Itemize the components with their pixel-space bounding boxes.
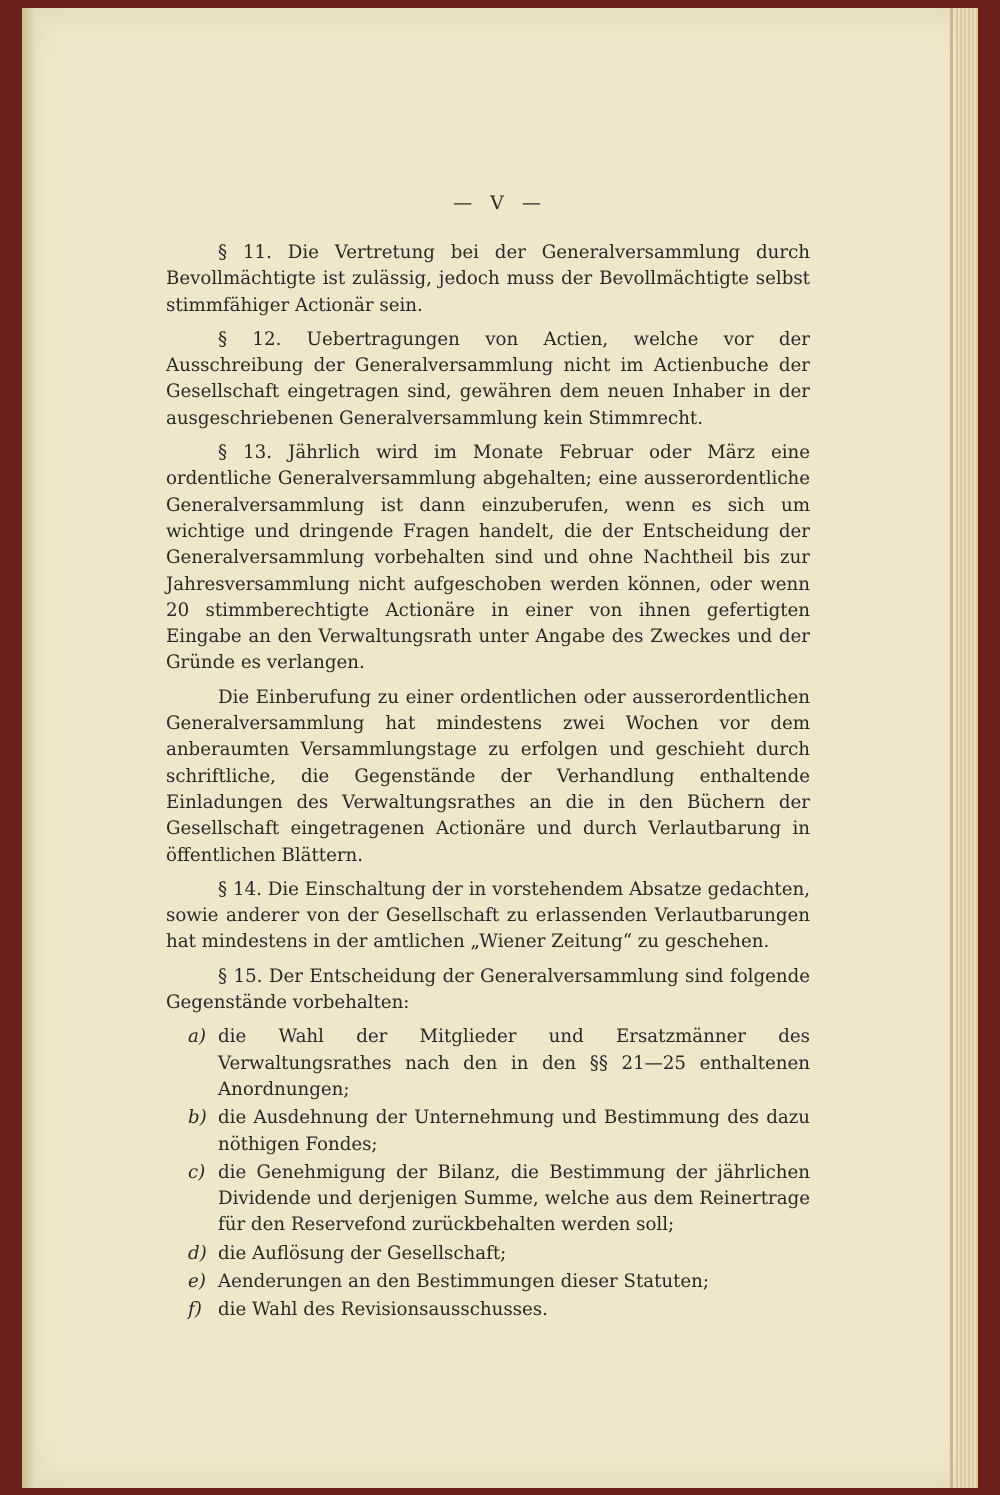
page-fold-line: [950, 8, 953, 1488]
reserved-matters-list: [166, 1024, 810, 1323]
list-item-text: Aenderungen an den Bestimmungen dieser Statuten;: [218, 1270, 710, 1292]
list-marker: f): [188, 1299, 202, 1321]
list-item: [166, 1160, 810, 1239]
list-item: [166, 1269, 810, 1295]
list-marker: d): [188, 1242, 207, 1264]
list-marker: c): [188, 1161, 206, 1183]
list-item-text: die Wahl des Revisionsausschusses.: [218, 1299, 548, 1321]
page-edge: [956, 8, 978, 1488]
list-item-text: die Genehmigung der Bilanz, die Bestimmung der jährlichen Dividende und derjenigen Summe, welche aus dem Reinertrage für den Reservefond zurückbehalten werden soll;: [218, 1161, 810, 1236]
list-item-text: die Auflösung der Gesellschaft;: [218, 1242, 507, 1264]
list-item: [166, 1024, 810, 1103]
paragraph-14: § 14. Die Einschaltung der in vorstehendem Absatze gedachten, sowie anderer von der Gesellschaft zu erlassenden Verlautbarungen hat mindestens in der amtlichen „Wiener Zeitung“ zu geschehen.: [166, 878, 810, 953]
list-item: [166, 1241, 810, 1267]
paragraph-13-convocation: Die Einberufung zu einer ordentlichen oder ausserordentlichen Generalversammlung hat mindestens zwei Wochen vor dem anberaumten Versammlungstage zu erfolgen und geschieht durch schriftliche, die Gegenstände der Verhandlung enthaltende Einladungen des Verwaltungsrathes an die in den Büchern der Gesellschaft eingetragenen Actionäre und durch Verlautbarung in öffentlichen Blättern.: [166, 686, 810, 866]
list-marker: a): [188, 1026, 206, 1048]
list-item: [166, 1297, 810, 1323]
statute-text: [166, 240, 810, 1326]
paragraph-12: § 12. Uebertragungen von Actien, welche vor der Ausschreibung der Generalversammlung nicht im Actienbuche der Gesellschaft eingetragen sind, gewähren dem neuen Inhaber in der ausgeschriebenen Generalversammlung kein Stimmrecht.: [166, 328, 810, 429]
list-item-text: die Ausdehnung der Unternehmung und Bestimmung des dazu nöthigen Fondes;: [218, 1107, 810, 1155]
list-item-text: die Wahl der Mitglieder und Ersatzmänner des Verwaltungsrathes nach den in den §§ 21—25 enthaltenen Anordnungen;: [218, 1026, 810, 1100]
paragraph-15: § 15. Der Entscheidung der Generalversammlung sind folgende Gegenstände vorbehalten:: [166, 965, 810, 1014]
list-marker: e): [188, 1270, 206, 1292]
paragraph-11: § 11. Die Vertretung bei der Generalversammlung durch Bevollmächtigte ist zulässig, jedoch muss der Bevollmächtigte selbst stimmfähiger Actionär sein.: [166, 242, 810, 316]
paragraph-13: § 13. Jährlich wird im Monate Februar oder März eine ordentliche Generalversammlung abgehalten; eine ausserordentliche Generalversammlung ist dann einzuberufen, wenn es sich um wichtige und dringende Fragen handelt, die der Entscheidung der Generalversammlung vorbehalten sind und ohne Nachtheil bis zur Jahresversammlung nicht aufgeschoben werden können, oder wenn 20 stimmberechtigte Actionäre in einer von ihnen gefertigten Eingabe an den Verwaltungsrath unter Angabe des Zweckes und der Gründe es verlangen.: [166, 442, 810, 674]
list-marker: b): [188, 1107, 207, 1129]
list-item: [166, 1105, 810, 1158]
page-spine: [22, 8, 36, 1488]
page-number: — V —: [453, 192, 547, 214]
